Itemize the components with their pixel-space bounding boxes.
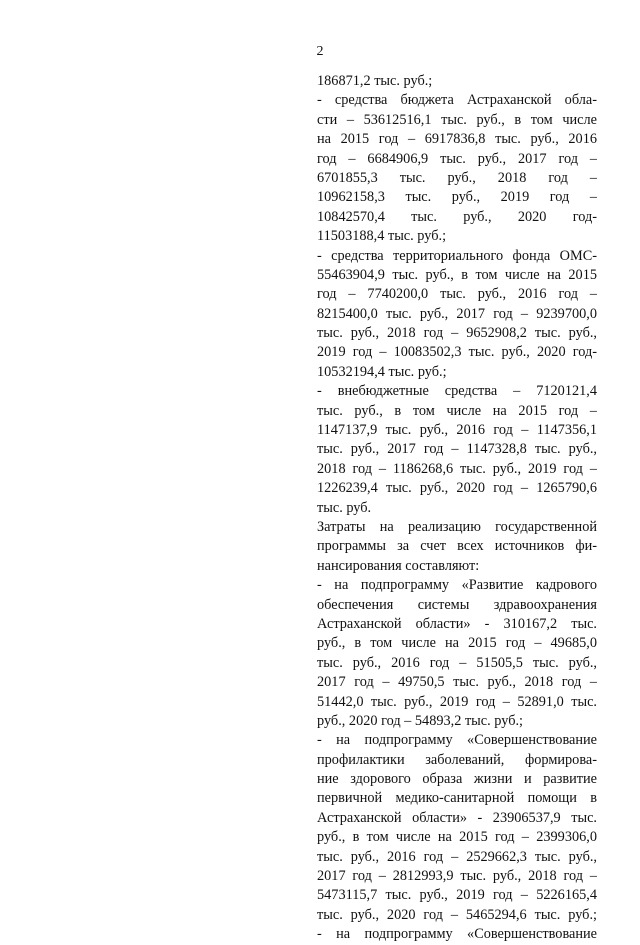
text-line: руб., в том числе на 2015 год – 2399306,0 — [317, 829, 597, 846]
text-line: - на подпрограмму «Развитие кадрового — [317, 577, 597, 594]
text-line: Астраханской области» - 23906537,9 тыс. — [317, 809, 597, 826]
text-line: 10842570,4 тыс. руб., 2020 год- — [317, 208, 597, 225]
text-line: на 2015 год – 6917836,8 тыс. руб., 2016 — [317, 131, 597, 148]
text-line: - средства бюджета Астраханской обла- — [317, 92, 597, 109]
page-number: 2 — [316, 44, 324, 59]
text-line: - внебюджетные средства – 7120121,4 — [317, 383, 597, 400]
text-line: - средства территориального фонда ОМС- — [317, 247, 597, 264]
text-line: руб., в том числе на 2015 год – 49685,0 — [317, 635, 597, 652]
text-line: сти – 53612516,1 тыс. руб., в том числе — [317, 111, 597, 128]
text-line: 2018 год – 1186268,6 тыс. руб., 2019 год – — [317, 460, 597, 477]
text-column — [317, 72, 597, 945]
text-line: программы за счет всех источников фи- — [317, 538, 597, 555]
text-line: - на подпрограмму «Совершенствование — [317, 926, 597, 943]
text-line: руб., 2020 год – 54893,2 тыс. руб.; — [317, 712, 524, 729]
text-line: 51442,0 тыс. руб., 2019 год – 52891,0 тыс. — [317, 693, 597, 710]
text-line: 8215400,0 тыс. руб., 2017 год – 9239700,0 — [317, 305, 597, 322]
text-line: год – 7740200,0 тыс. руб., 2016 год – — [317, 286, 597, 303]
text-line: 1147137,9 тыс. руб., 2016 год – 1147356,1 — [317, 422, 597, 439]
text-line: тыс. руб., в том числе на 2015 год – — [317, 402, 597, 419]
text-line: ние здорового образа жизни и развитие — [317, 771, 597, 788]
text-line: первичной медико-санитарной помощи в — [317, 790, 597, 807]
text-line: 186871,2 тыс. руб.; — [317, 73, 433, 89]
text-line: Затраты на реализацию государственной — [317, 518, 597, 535]
text-line: тыс. руб., 2017 год – 1147328,8 тыс. руб., — [317, 441, 597, 458]
text-line: 2019 год – 10083502,3 тыс. руб., 2020 год- — [317, 344, 597, 361]
text-line: 55463904,9 тыс. руб., в том числе на 2015 — [317, 266, 597, 283]
text-line: 1226239,4 тыс. руб., 2020 год – 1265790,6 — [317, 480, 597, 497]
text-line: тыс. руб. — [317, 499, 372, 516]
text-line: тыс. руб., 2020 год – 5465294,6 тыс. руб.; — [317, 906, 597, 923]
text-line: нансирования составляют: — [317, 557, 480, 574]
text-line: 11503188,4 тыс. руб.; — [317, 228, 447, 245]
text-line: 6701855,3 тыс. руб., 2018 год – — [317, 169, 597, 186]
text-line: 2017 год – 2812993,9 тыс. руб., 2018 год – — [317, 868, 597, 885]
text-line: 10962158,3 тыс. руб., 2019 год – — [317, 189, 597, 206]
text-line: тыс. руб., 2016 год – 51505,5 тыс. руб., — [317, 654, 597, 671]
text-line: тыс. руб., 2016 год – 2529662,3 тыс. руб., — [317, 848, 597, 865]
text-line: - на подпрограмму «Совершенствование — [317, 732, 597, 749]
text-line: профилактики заболеваний, формирова- — [317, 751, 597, 768]
text-line: 2017 год – 49750,5 тыс. руб., 2018 год – — [317, 674, 597, 691]
text-line: год – 6684906,9 тыс. руб., 2017 год – — [317, 150, 597, 167]
text-line: 10532194,4 тыс. руб.; — [317, 363, 447, 380]
text-line: 5473115,7 тыс. руб., 2019 год – 5226165,4 — [317, 887, 597, 904]
text-line: обеспечения системы здравоохранения — [317, 596, 597, 613]
text-line: тыс. руб., 2018 год – 9652908,2 тыс. руб., — [317, 325, 597, 342]
text-line: Астраханской области» - 310167,2 тыс. — [317, 615, 597, 632]
